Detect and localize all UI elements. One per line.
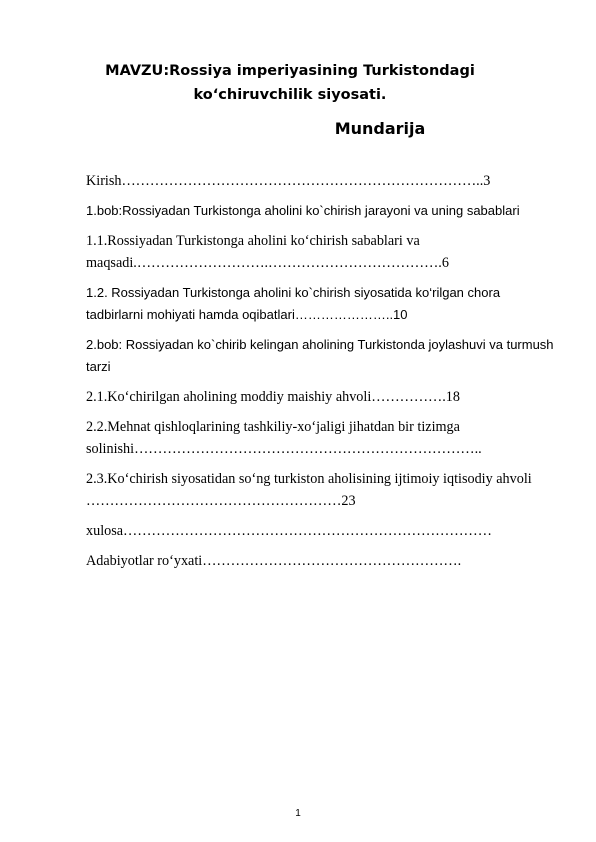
- page-number: 1: [295, 808, 301, 819]
- toc-entry-1-2: 1.2. Rossiyadan Turkistonga aholini ko`chirish siyosatida ko‘rilgan chora tadbirlarni mohiyati hamda oqibatlari…………………..10: [86, 285, 501, 322]
- document-title: MAVZU:Rossiya imperiyasining Turkistondagi ko‘chiruvchilik siyosati.: [105, 63, 475, 103]
- toc-entry-intro: Kirish…………………………………………………………………..3: [86, 173, 491, 189]
- toc-entry-2-3: 2.3.Ko‘chirish siyosatidan so‘ng turkiston aholisining ijtimoiy iqtisodiy ahvoli ………………………………………………23: [86, 471, 532, 509]
- toc-entry-2-2: 2.2.Mehnat qishloqlarining tashkiliy-xo‘jaligi jihatdan bir tizimga solinishi………………………………………………………………..: [86, 419, 482, 457]
- toc-entry-references: Adabiyotlar ro‘yxati……………………………………………….: [86, 553, 462, 569]
- toc-entry-2-1: 2.1.Ko‘chirilgan aholining moddiy maishiy ahvoli…………….18: [86, 389, 460, 405]
- toc-entry-chapter-2: 2.bob: Rossiyadan ko`chirib kelingan aholining Turkistonda joylashuvi va turmush tarzi: [86, 337, 554, 374]
- table-of-contents: [86, 170, 558, 580]
- toc-heading: Mundarija: [334, 119, 426, 138]
- toc-entry-chapter-1: 1.bob:Rossiyadan Turkistonga aholini ko`chirish jarayoni va uning sabablari: [86, 203, 520, 218]
- toc-entry-conclusion: xulosa……………………………………………………………………: [86, 523, 492, 539]
- toc-entry-1-1: 1.1.Rossiyadan Turkistonga aholini ko‘chirish sabablari va maqsadi.……………………….……………………………….6: [86, 233, 449, 271]
